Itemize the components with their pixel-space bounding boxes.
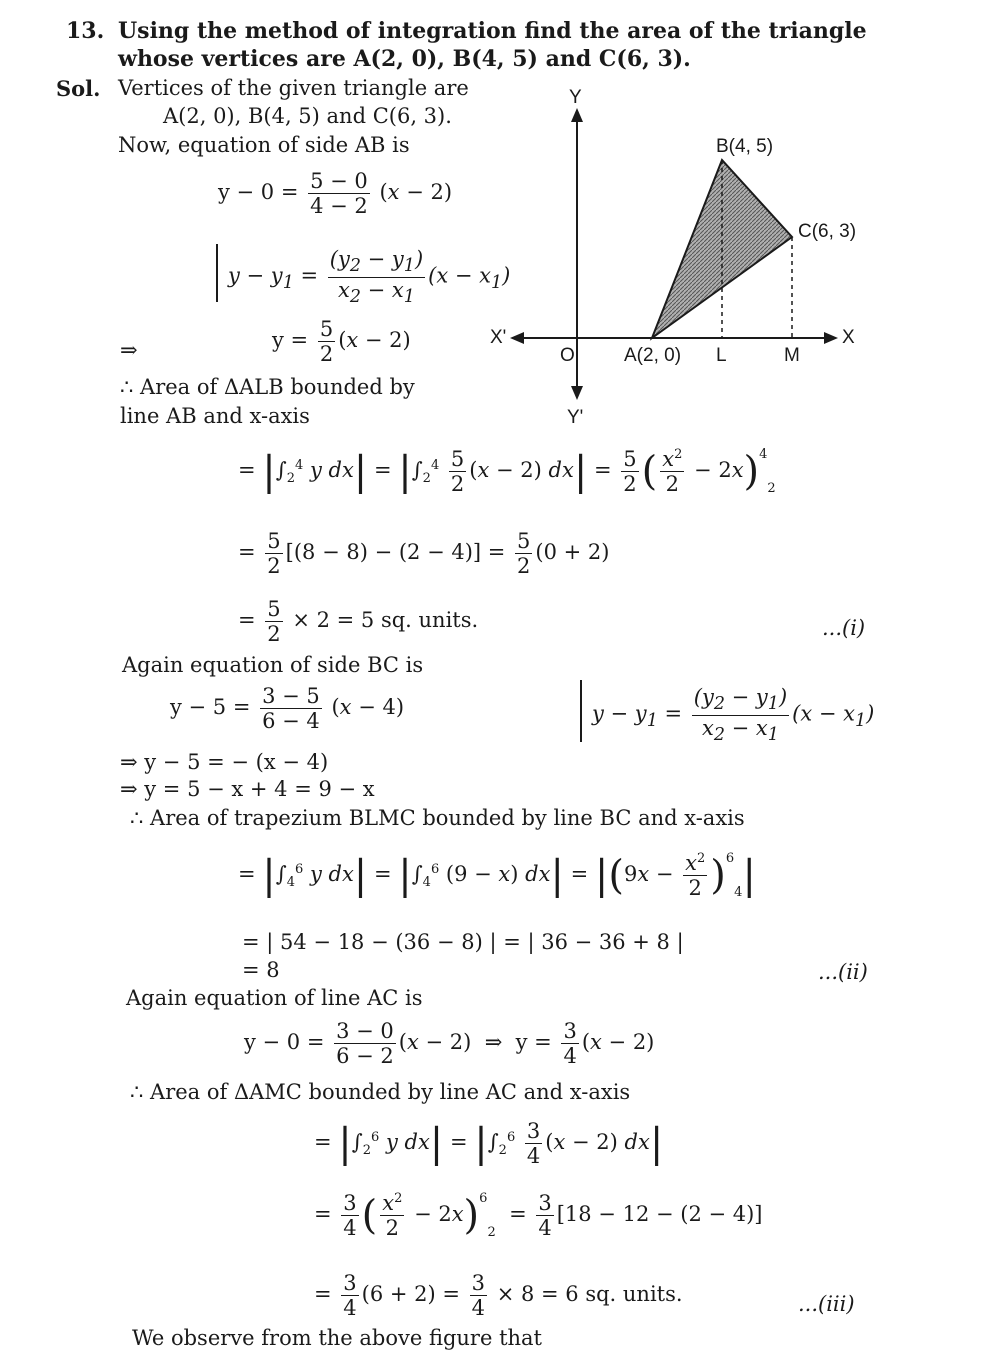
y-axis-arrow <box>571 108 583 122</box>
area2-intro: ∴ Area of trapezium BLMC bounded by line BC and x-axis <box>130 806 745 830</box>
triangle-figure <box>480 87 900 410</box>
area1-result-line: = $\frac{5}{2}$ × 2 = 5 sq. units. <box>238 597 479 647</box>
label-y: Y <box>569 87 582 108</box>
two-point-formula-1: $y - y_1$ = $\frac{(y_2 - y_1)}{x_2 - x_1}$ $(x - x_1)$ <box>228 247 511 307</box>
label-point-l: L <box>716 345 727 366</box>
label-x: X <box>842 327 855 348</box>
closing-line: We observe from the above figure that <box>132 1326 542 1350</box>
two-point-formula-2: $y - y_1$ = $\frac{(y_2 - y_1)}{x_2 - x_1}$ $(x - x_1)$ <box>592 685 875 745</box>
question-number: 13. <box>66 18 105 44</box>
equation-ac: y − 0 = $\frac{3 - 0}{6 - 2}$ (x − 2) ⇒ y = $\frac{3}{4}$ (x − 2) <box>244 1019 655 1069</box>
equation-tag-2: ...(ii) <box>818 960 868 984</box>
label-point-b: B(4, 5) <box>716 136 774 157</box>
area2-eval-line: = | 54 − 18 − (36 − 8) | = | 36 − 36 + 8 | <box>242 930 684 954</box>
equation-ab-simplified: y = $\frac{5}{2}$ (x − 2) <box>272 317 411 367</box>
x-axis-arrow <box>824 332 838 344</box>
label-point-a: A(2, 0) <box>624 345 682 366</box>
label-y-neg: Y' <box>567 407 584 428</box>
area1-eval-line: = $\frac{5}{2}$ [(8 − 8) − (2 − 4)] = $\frac{5}{2}$ (0 + 2) <box>238 529 610 579</box>
bc-step2: ⇒ y = 5 − x + 4 = 9 − x <box>120 777 375 801</box>
label-origin: O <box>560 345 575 366</box>
area1-integral-line: = $|\int_2^4$ y $dx| = |\int_2^4$ $\frac{5}{2}$ (x − 2) dx| = $\frac{5}{2}$ ( $\frac{x^2}{2}$ − 2x)$^4$2 <box>238 447 776 497</box>
label-point-c: C(6, 3) <box>798 221 857 242</box>
equation-tag-3: ...(iii) <box>798 1292 855 1316</box>
equation-ab: y − 0 = $\frac{5 - 0}{4 - 2}$ (x − 2) <box>218 169 453 219</box>
area3-integral-line: = $|\int_2^6$ y $dx| = |\int_2^6$ $\frac{3}{4}$ (x − 2) dx| <box>314 1119 664 1169</box>
area2-result-line: = 8 <box>242 958 280 982</box>
intro-line3: Now, equation of side AB is <box>118 133 410 157</box>
area3-intro: ∴ Area of ΔAMC bounded by line AC and x-axis <box>130 1080 631 1104</box>
area3-antiderivative-line: = $\frac{3}{4}$ ( $\frac{x^2}{2}$ − 2x)$^6$2 = $\frac{3}{4}$ [18 − 12 − (2 − 4)] <box>314 1191 763 1241</box>
solution-label: Sol. <box>56 76 101 101</box>
bc-intro: Again equation of side BC is <box>122 653 424 677</box>
area1-intro-b: line AB and x-axis <box>120 404 310 428</box>
implies-arrow-1: ⇒ <box>120 338 138 362</box>
question-text-line1: Using the method of integration find the area of the triangle <box>118 18 867 44</box>
bc-step1: ⇒ y − 5 = − (x − 4) <box>120 750 329 774</box>
y-axis-neg-arrow <box>571 386 583 400</box>
area3-result-text: × 8 = 6 sq. units. <box>496 1282 683 1307</box>
label-point-m: M <box>784 345 800 366</box>
equation-tag-1: ...(i) <box>822 616 866 640</box>
area2-integral-line: = $|\int_4^6$ y $dx| = |\int_4^6$ (9 − x) dx| = |(9x − $\frac{x^2}{2}$ )$^6$4| <box>238 851 756 901</box>
area1-intro-a: ∴ Area of ΔALB bounded by <box>120 375 415 399</box>
label-x-neg: X' <box>490 327 507 348</box>
ac-intro: Again equation of line AC is <box>126 986 423 1010</box>
intro-line1: Vertices of the given triangle are <box>118 76 469 100</box>
area3-eval-text: [18 − 12 − (2 − 4)] <box>556 1202 763 1227</box>
x-axis-neg-arrow <box>510 332 524 344</box>
area3-result-line: = $\frac{3}{4}$ (6 + 2) = $\frac{3}{4}$ × 8 = 6 sq. units. <box>314 1271 683 1321</box>
area1-result-text: × 2 = 5 sq. units. <box>292 608 479 633</box>
question-text-line2: whose vertices are A(2, 0), B(4, 5) and C(6, 3). <box>118 46 691 72</box>
equation-bc: y − 5 = $\frac{3 - 5}{6 - 4}$ (x − 4) <box>170 684 405 734</box>
intro-line2: A(2, 0), B(4, 5) and C(6, 3). <box>163 104 452 128</box>
